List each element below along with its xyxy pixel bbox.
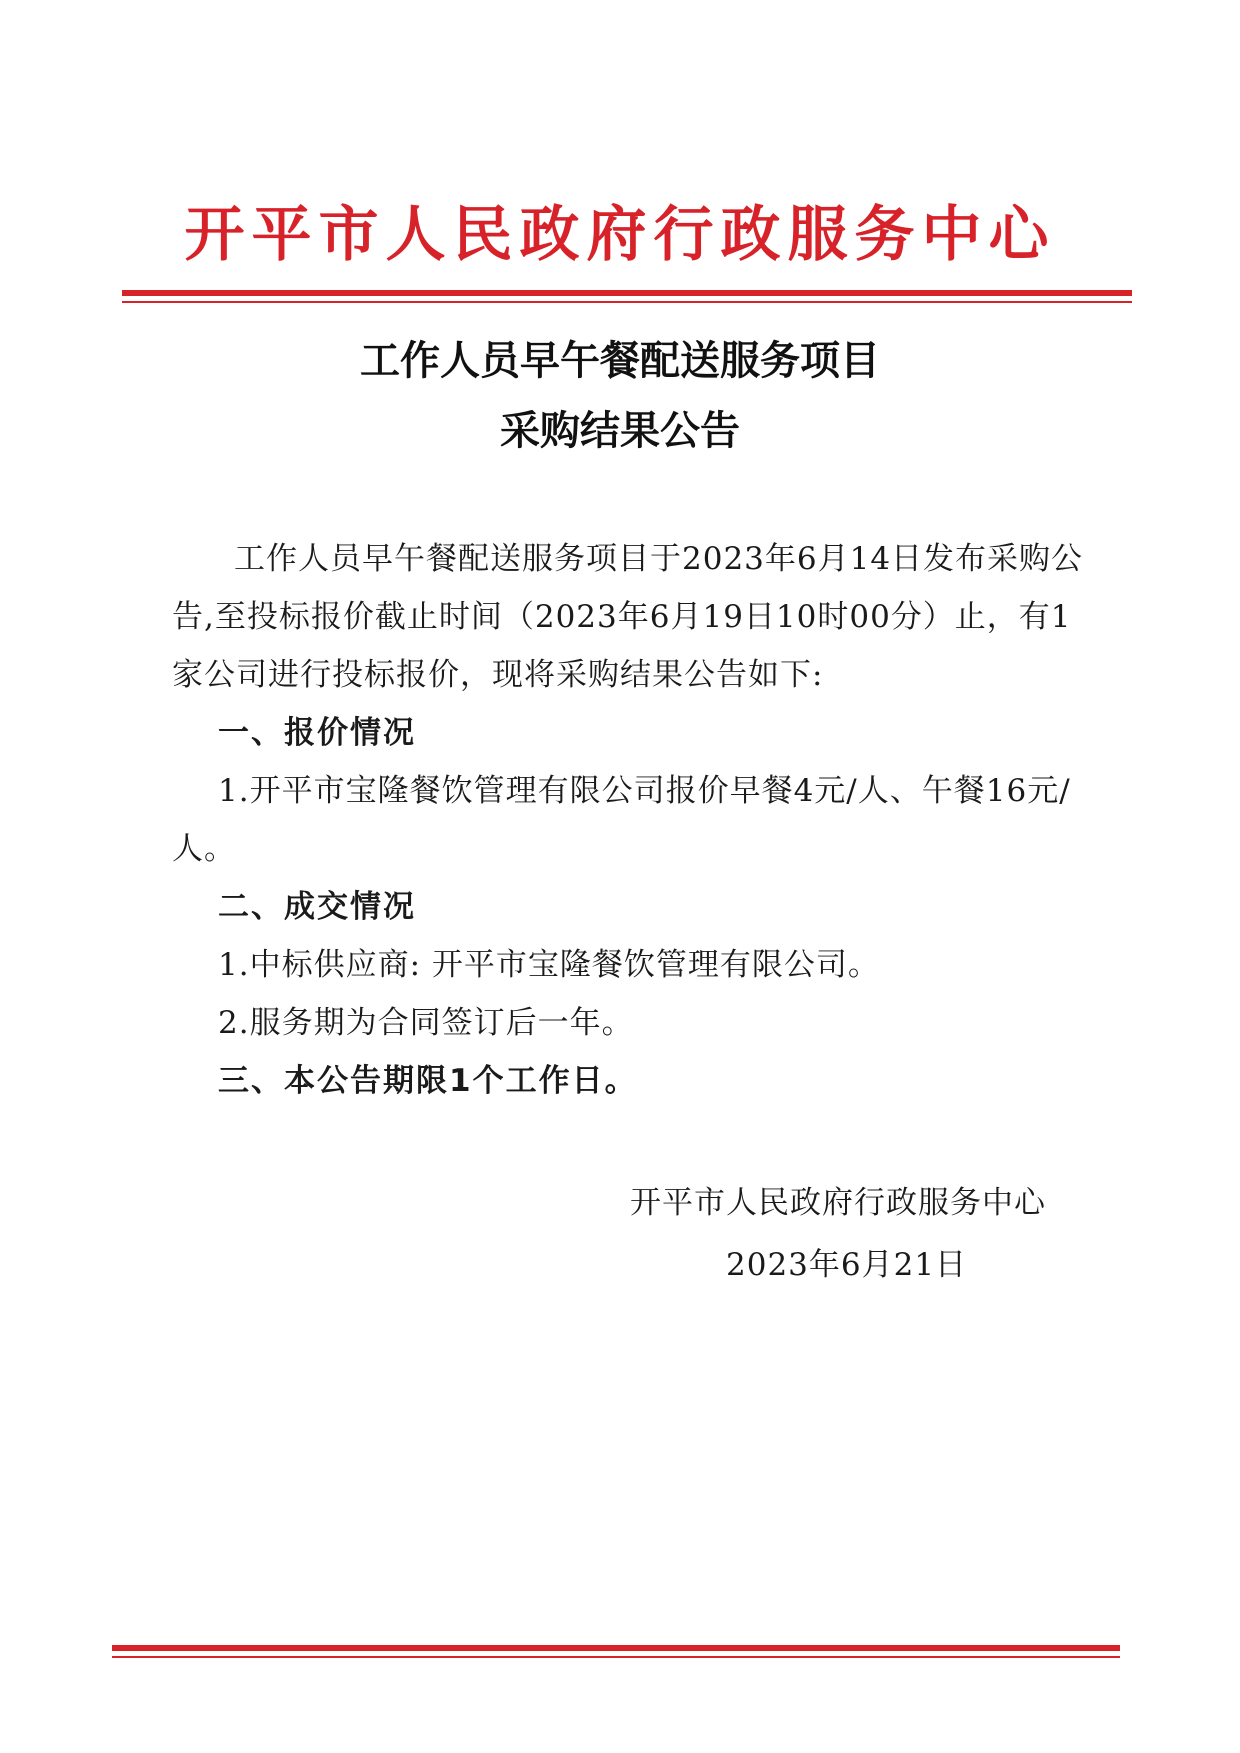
divider-thick-line [112,1645,1120,1651]
letterhead-title: 开平市人民政府行政服务中心 [184,200,1056,270]
section-heading-quotes: 一、报价情况 [218,715,416,751]
section-heading-result: 二、成交情况 [218,889,416,925]
document-body [172,530,1092,1110]
signature-date: 2023年6月21日 [726,1247,968,1283]
footer-divider [112,1645,1120,1658]
section-item: 1.中标供应商: 开平市宝隆餐饮管理有限公司。 [218,947,880,983]
divider-thick-line [122,290,1132,296]
intro-paragraph: 工作人员早午餐配送服务项目于2023年6月14日发布采购公告,至投标报价截止时间（2023年6月19日10时00分）止，有1家公司进行投标报价，现将采购结果公告如下: [172,541,1084,693]
section-item: 2.服务期为合同签订后一年。 [218,1005,634,1041]
section-heading-period: 三、本公告期限1个工作日。 [218,1063,638,1099]
signature-organization: 开平市人民政府行政服务中心 [630,1185,1046,1221]
document-title-line1: 工作人员早午餐配送服务项目 [360,338,880,384]
divider-thin-line [112,1656,1120,1658]
letterhead-divider-top [122,290,1132,303]
section-item: 1.开平市宝隆餐饮管理有限公司报价早餐4元/人、午餐16元/人。 [172,773,1071,867]
divider-thin-line [122,301,1132,303]
document-title-line2: 采购结果公告 [500,408,740,454]
